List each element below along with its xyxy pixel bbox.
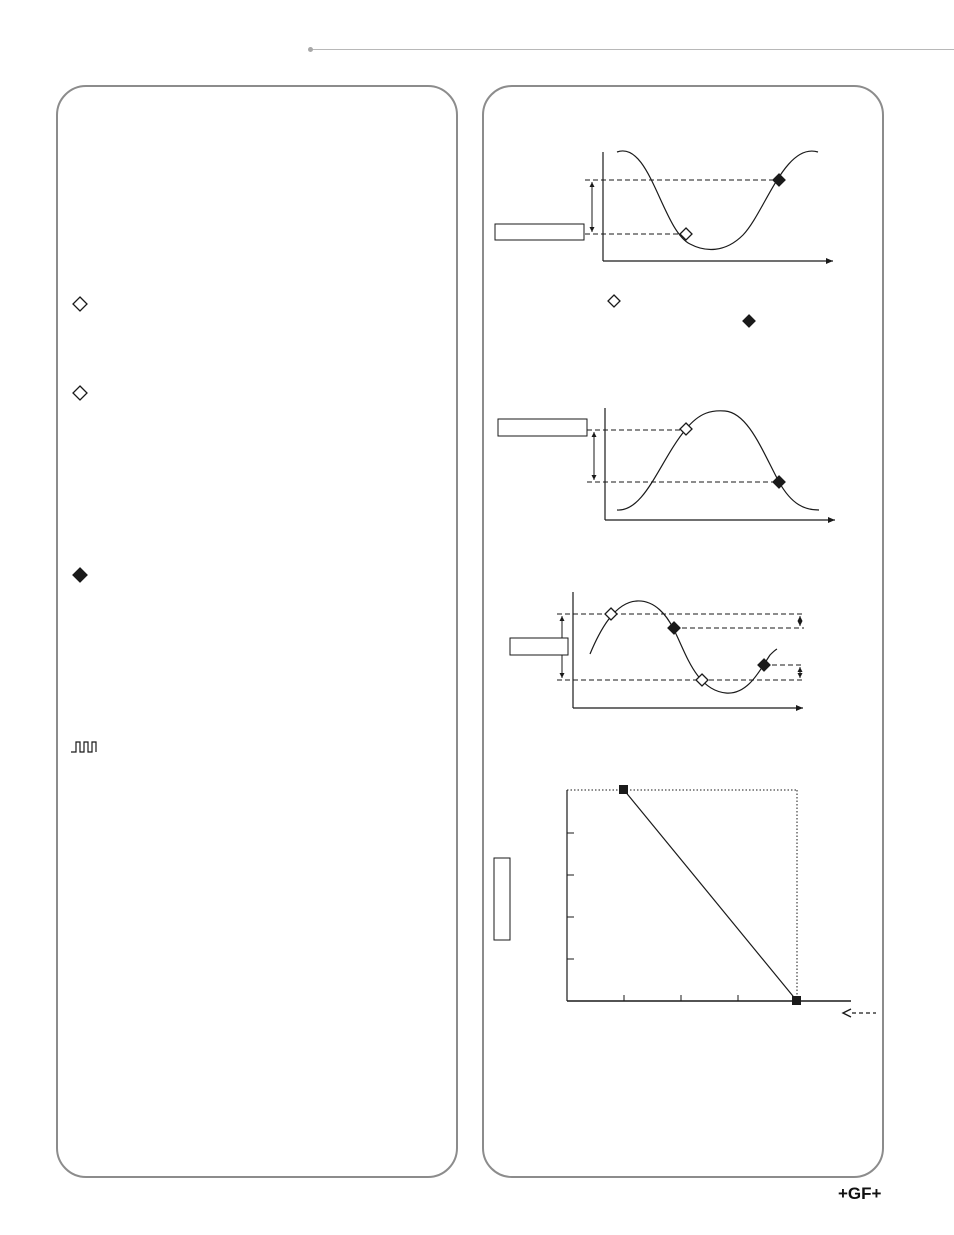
label-box xyxy=(495,224,584,240)
filled-diamond-icon xyxy=(668,622,680,634)
open-diamond-icon xyxy=(608,295,620,307)
label-box xyxy=(494,858,510,940)
start-point-marker xyxy=(619,785,628,794)
label-box xyxy=(510,638,568,655)
brand-logo: +GF+ xyxy=(838,1184,882,1203)
filled-diamond-icon xyxy=(773,476,785,488)
open-diamond-icon xyxy=(605,608,617,620)
end-point-marker xyxy=(792,996,801,1005)
low-setpoint-figure xyxy=(495,151,833,261)
process-curve xyxy=(617,411,819,510)
proportional-line xyxy=(624,790,797,1001)
filled-diamond-icon xyxy=(743,315,755,327)
process-curve xyxy=(590,601,777,693)
high-setpoint-figure xyxy=(498,408,835,520)
label-box xyxy=(498,419,587,436)
direction-arrow-icon xyxy=(843,1009,851,1017)
proportional-figure xyxy=(494,785,876,1017)
process-curve xyxy=(617,151,818,250)
filled-diamond-icon xyxy=(758,659,770,671)
window-figure xyxy=(510,592,804,708)
